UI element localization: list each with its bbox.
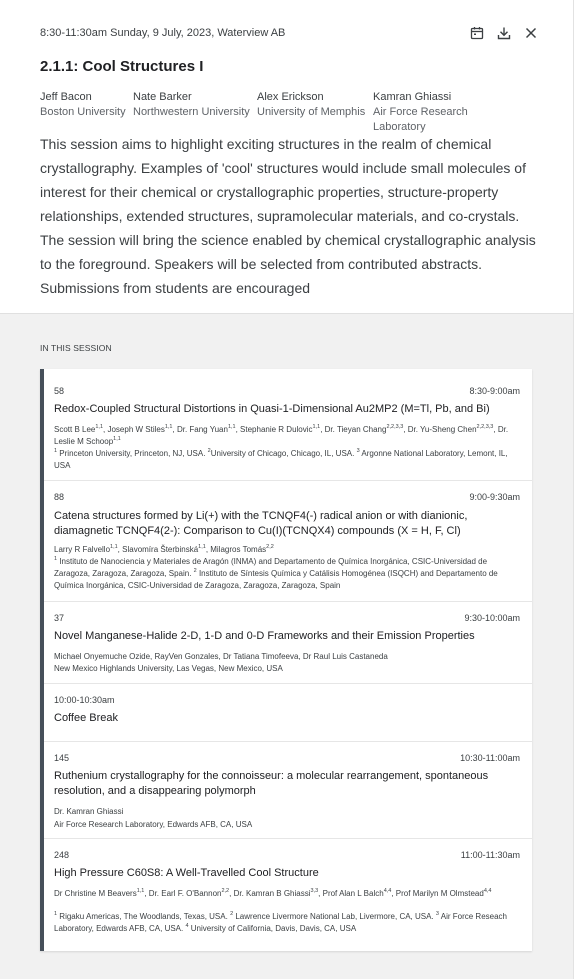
author-sup: 1,1 [110,544,118,550]
calendar-icon[interactable] [470,26,484,40]
author-sup: 1,1 [227,424,236,430]
chair-name: Jeff Bacon [40,91,92,103]
author-sup: 2,2,3,3 [386,424,404,430]
item-title: Redox-Coupled Structural Distortions in Quasi-1-Dimensional Au2MP2 (M=Tl, Pb, and Bi) [54,403,490,415]
author-name: Dr. Fang Yuan [176,425,228,434]
affiliation-sup: 2 [230,911,234,917]
author-name: Scott B Lee [54,425,96,434]
affiliation-sup: 3 [356,448,360,454]
abstract-number: 58 [54,386,65,396]
session-item[interactable] [44,839,532,951]
chair [373,90,523,135]
item-time: 10:00-10:30am [54,695,115,705]
session-item[interactable] [44,481,532,602]
session-title: 2.1.1: Cool Structures I [40,58,204,75]
abstract-number: 88 [54,492,65,502]
author-sup: 3,3 [310,888,319,894]
affiliation-text: Argonne National Laboratory, Lemont, IL, USA [54,449,508,470]
author-name: Prof Marilyn M Olmstead [395,889,484,898]
item-authors: Scott B Lee$^{1,1}$, Joseph W Stiles$^{1,1}$, Dr. Fang Yuan$^{1,1}$, Stephanie R Dulovic$^{1,1}$, Dr. Tieyan Chang$^{2,2,3,3}$, Dr. Yu-Sheng Chen$^{2,2,3,3}$, Dr. Leslie M Schoop$^{1,1}$ [54,424,509,446]
affiliation-sup: 2 [207,448,211,454]
author-name: Dr. Earl F. O'Bannon [148,889,222,898]
author-sup: 1,1 [312,424,321,430]
affiliation-text: Princeton University, Princeton, NJ, USA. [59,449,206,458]
author-name: Milagros Tomás [210,545,267,554]
chair-name: Kamran Ghiassi [373,91,452,103]
affiliation-sup: 1 [54,448,58,454]
author-sup: 1,1 [164,424,173,430]
affiliation-text: Rigaku Americas, The Woodlands, Texas, USA. [59,912,228,921]
author-sup: 2,2,3,3 [476,424,494,430]
item-authors: Dr. Kamran Ghiassi [54,807,124,816]
abstract-number: 37 [54,613,65,623]
abstract-number: 145 [54,753,70,763]
item-affiliation: New Mexico Highlands University, Las Vegas, New Mexico, USA [54,664,283,673]
chair-name: Nate Barker [133,91,192,103]
affiliation-text: University of Chicago, Chicago, IL, USA. [210,449,355,458]
session-header [0,0,573,314]
affiliation-text: Instituto de Síntesis Química y Catálisis Homogénea (ISQCH) and Departamento de Química Inorgánica, CSIC-Universidad de Zaragoza, Zaragoza, Zaragoza, Spain [54,569,498,590]
item-title: Catena structures formed by Li(+) with the TCNQF4(-) radical anion or with dianionic, diamagnetic TCNQF4(2-): Comparison to Cu(I)(TCNQX4) compounds (X = H, F, Cl) [54,510,468,537]
close-icon[interactable] [524,26,538,40]
download-icon[interactable] [497,26,511,40]
author-name: Joseph W Stiles [107,425,165,434]
session-item[interactable] [44,369,532,481]
author-sup: 4,4 [383,888,392,894]
session-meta: 8:30-11:30am Sunday, 9 July, 2023, Waterview AB [40,27,286,39]
item-time: 9:00-9:30am [469,492,520,502]
affiliation-sup: 1 [54,556,58,562]
chair-name: Alex Erickson [257,91,324,103]
author-sup: 1,1 [136,888,145,894]
author-name: Dr. Yu-Sheng Chen [407,425,477,434]
session-item[interactable] [44,602,532,684]
item-title: High Pressure C60S8: A Well-Travelled Cool Structure [54,867,319,879]
item-affiliations [54,911,520,935]
session-item[interactable] [44,742,532,839]
session-description: This session aims to highlight exciting structures in the realm of chemical crystallography. Examples of 'cool' structures would include small molecules of interest for their chemical or crystallographic properties, structure-property relationships, extended structures, supramolecular materials, and co-crystals. The session will bring the science enabled by chemical crystallographic analysis to the foreground. Speakers will be selected from contributed abstracts. Submissions from students are encouraged [40,136,536,296]
item-authors: Michael Onyemuche Ozide, RayVen Gonzales, Dr Tatiana Timofeeva, Dr Raul Luis Castaneda [54,652,388,661]
affiliation-text: Instituto de Nanociencia y Materiales de Aragón (INMA) and Departamento de Química Inorgánica, CSIC-Universidad de Zaragoza, Zaragoza, Zaragoza, Spain. [54,557,488,578]
chair-affiliation: Air Force Research Laboratory [373,106,468,133]
session-item-list [40,369,532,951]
item-title: Novel Manganese-Halide 2-D, 1-D and 0-D Frameworks and their Emission Properties [54,630,475,642]
chair-affiliation: Northwestern University [133,106,250,118]
author-sup: 2,2 [221,888,230,894]
author-name: Dr. Kamran B Ghiassi [233,889,311,898]
author-sup: 1,1 [113,436,121,442]
affiliation-sup: 1 [54,911,58,917]
chair-affiliation: University of Memphis [257,106,366,118]
affiliation-text: University of California, Davis, Davis, CA, USA [190,924,357,933]
author-name: Slavomíra Šterbinská [122,545,199,554]
item-affiliations [54,556,520,592]
author-sup: 2,2 [266,544,274,550]
author-name: Dr. Leslie M Schoop [54,425,509,446]
affiliation-sup: 3 [435,911,439,917]
header-actions [470,26,538,42]
affiliation-sup: 2 [193,568,197,574]
item-time: 11:00-11:30am [460,850,520,860]
item-affiliation: Air Force Research Laboratory, Edwards AFB, CA, USA [54,820,253,829]
author-name: Stephanie R Dulovic [240,425,313,434]
affiliation-sup: 4 [185,923,189,929]
in-session-heading: IN THIS SESSION [40,343,112,353]
chair [133,90,257,135]
chair-affiliation: Boston University [40,106,126,118]
affiliation-text: Lawrence Livermore National Lab, Livermore, CA, USA. [235,912,434,921]
author-sup: 1,1 [95,424,104,430]
session-item [44,684,532,742]
item-time: 9:30-10:00am [464,613,520,623]
chair [40,90,133,135]
author-sup: 1,1 [198,544,206,550]
author-name: Dr. Tieyan Chang [324,425,387,434]
author-sup: 4,4 [483,888,492,894]
author-name: Larry R Falvello [54,545,111,554]
item-authors: Dr Christine M Beavers$^{1,1}$, Dr. Earl F. O'Bannon$^{2,2}$, Dr. Kamran B Ghiassi$^{3,3}$, Prof Alan L Balch$^{4,4}$, Prof Marilyn M Olmstead$^{4,4}$ [54,888,492,898]
item-title: Ruthenium crystallography for the connoisseur: a molecular rearrangement, spontaneous resolution, and a disappearing polymorph [54,770,489,797]
author-name: Dr Christine M Beavers [54,889,137,898]
author-name: Prof Alan L Balch [322,889,384,898]
chair [257,90,373,135]
item-time: 10:30-11:00am [460,753,520,763]
item-authors: Larry R Falvello$^{1,1}$, Slavomíra Šterbinská$^{1,1}$, Milagros Tomás$^{2,2}$ [54,544,274,554]
item-affiliations [54,448,520,472]
session-chairs [40,90,523,135]
item-title: Coffee Break [54,712,119,724]
item-time: 8:30-9:00am [469,386,520,396]
affiliation-text: Air Force Reseach Laboratory, Edwards AFB, CA, USA. [54,912,507,933]
abstract-number: 248 [54,850,70,860]
